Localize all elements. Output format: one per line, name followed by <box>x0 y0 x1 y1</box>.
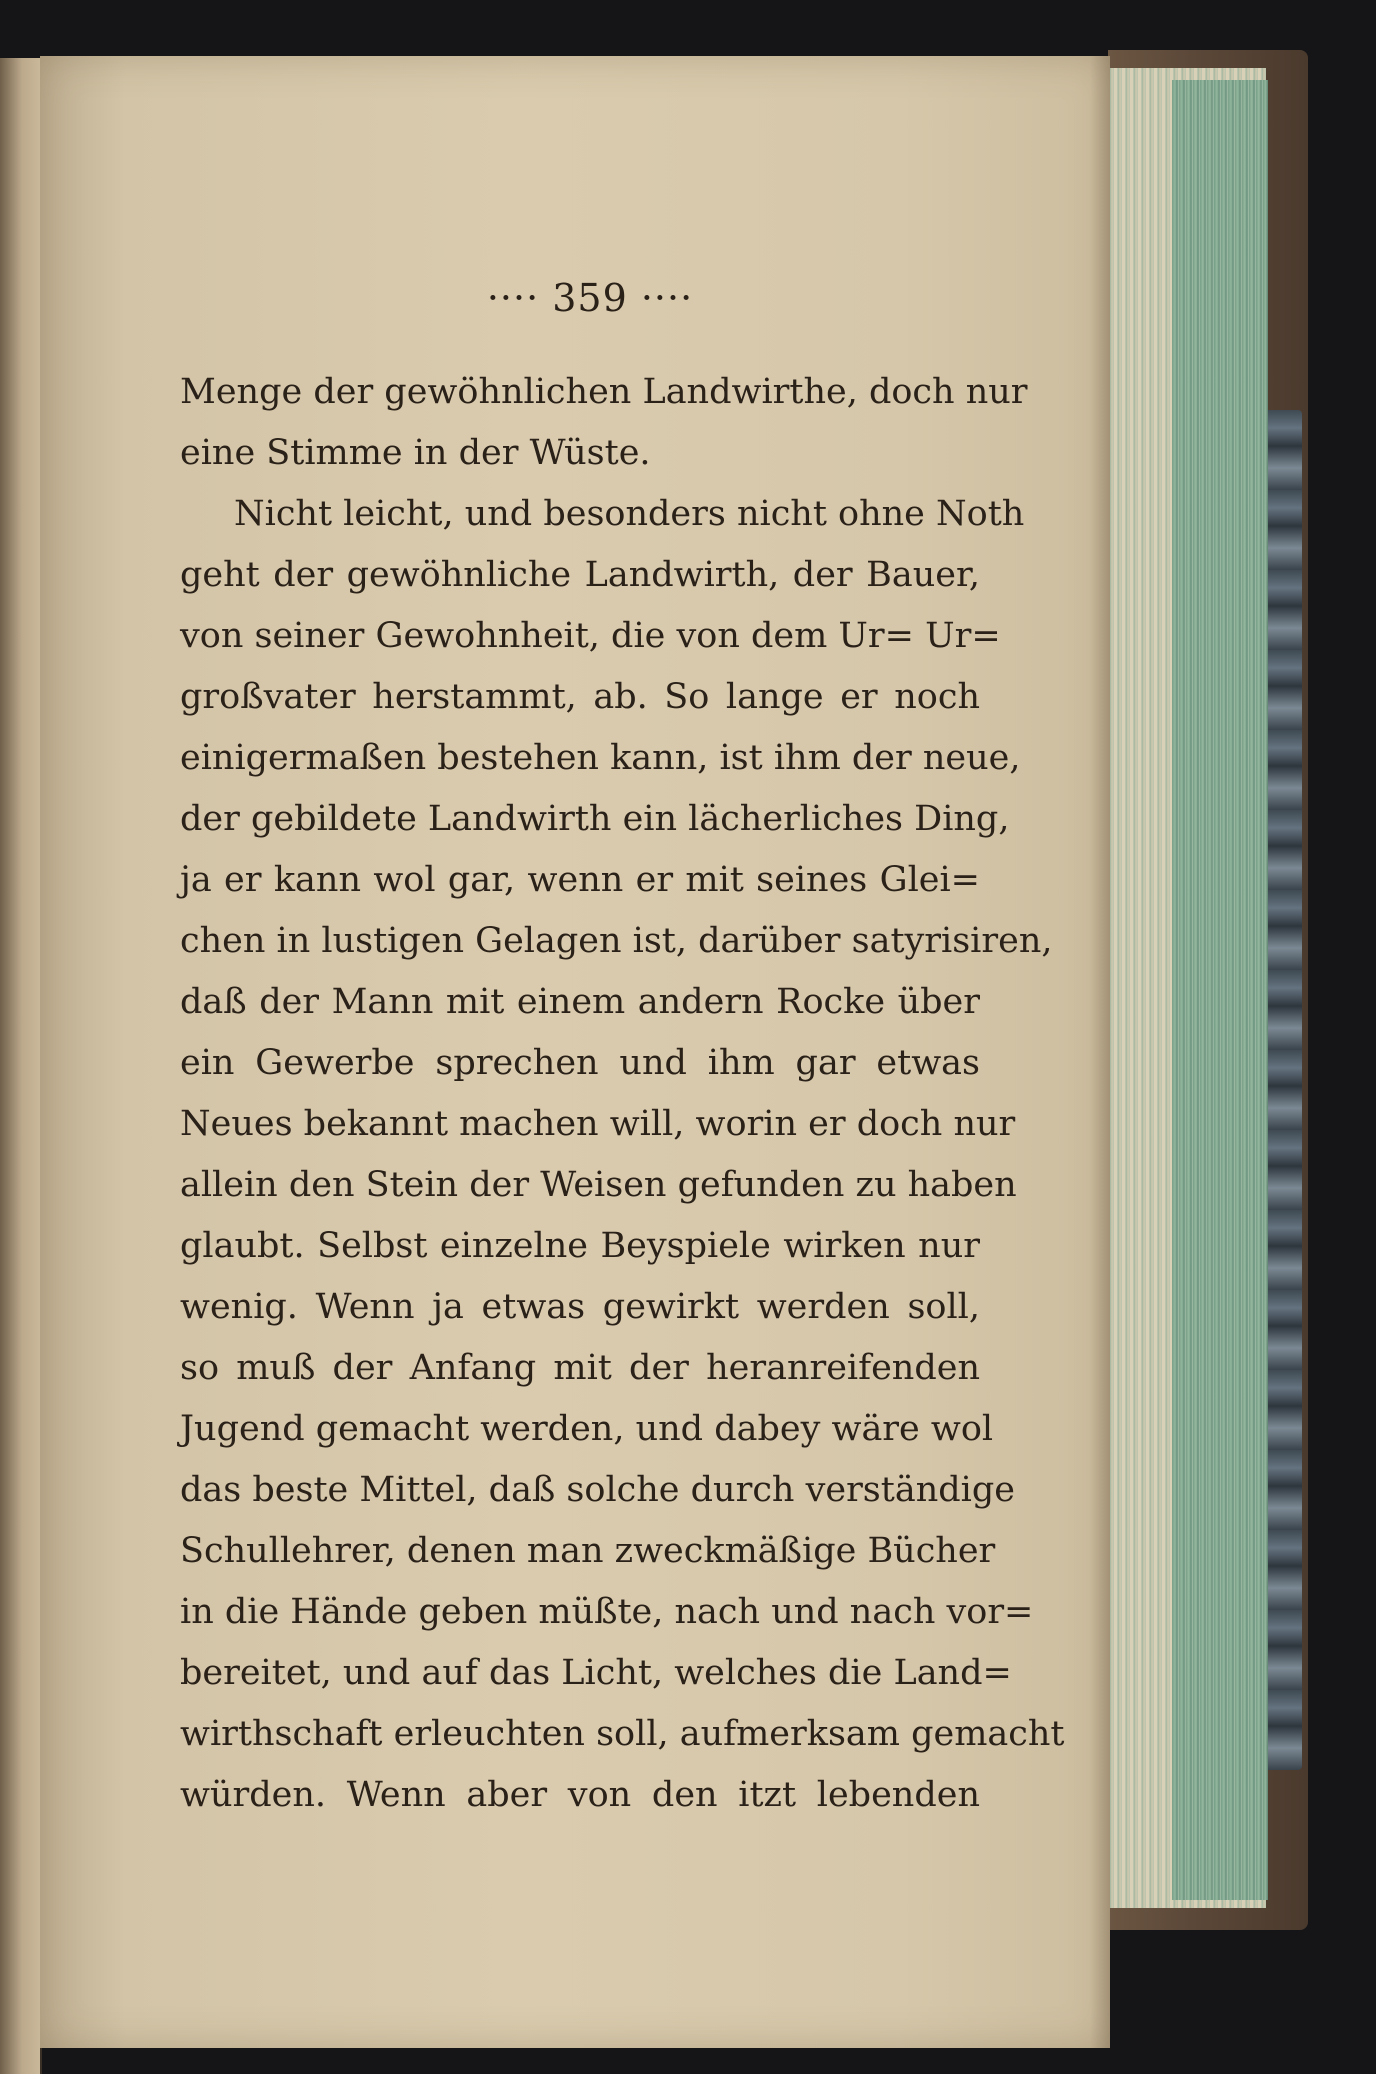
text-line: einigermaßen bestehen kann, ist ihm der neue, <box>180 738 1021 778</box>
text-line: daß der Mann mit einem andern Rocke über <box>180 982 980 1022</box>
book-page <box>40 56 1110 2048</box>
text-line: eine Stimme in der Wüste. <box>180 433 651 473</box>
text-line: chen in lustigen Gelagen ist, darüber satyrisiren, <box>180 921 1053 961</box>
green-page-edges <box>1172 80 1268 1900</box>
body-text <box>180 362 1065 1826</box>
text-line: allein den Stein der Weisen gefunden zu haben <box>180 1165 1017 1205</box>
text-line: so muß der Anfang mit der heranreifenden <box>180 1348 980 1388</box>
text-line: geht der gewöhnliche Landwirth, der Bauer, <box>180 555 980 595</box>
text-line: glaubt. Selbst einzelne Beyspiele wirken nur <box>180 1226 980 1266</box>
text-line: wenig. Wenn ja etwas gewirkt werden soll, <box>180 1287 980 1327</box>
text-line: Nicht leicht, und besonders nicht ohne Noth <box>234 494 1025 534</box>
text-line: bereitet, und auf das Licht, welches die Land= <box>180 1653 1012 1693</box>
text-line: das beste Mittel, daß solche durch verständige <box>180 1470 1015 1510</box>
marbled-cover-edge <box>1268 410 1302 1770</box>
text-line: Menge der gewöhnlichen Landwirthe, doch nur <box>180 372 1028 412</box>
text-line: von seiner Gewohnheit, die von dem Ur= Ur= <box>180 616 1001 656</box>
page-number-header: ···· 359 ···· <box>486 276 694 320</box>
text-line: Neues bekannt machen will, worin er doch nur <box>180 1104 1016 1144</box>
text-line: würden. Wenn aber von den itzt lebenden <box>180 1775 980 1815</box>
text-line: großvater herstammt, ab. So lange er noch <box>180 677 980 717</box>
text-line: Schullehrer, denen man zweckmäßige Bücher <box>180 1531 996 1571</box>
left-page-edge <box>0 58 42 2074</box>
text-line: ein Gewerbe sprechen und ihm gar etwas <box>180 1043 980 1083</box>
text-line: ja er kann wol gar, wenn er mit seines Glei= <box>180 860 980 900</box>
text-line: der gebildete Landwirth ein lächerliches Ding, <box>180 799 1010 839</box>
text-line: wirthschaft erleuchten soll, aufmerksam gemacht <box>180 1714 1065 1754</box>
text-line: Jugend gemacht werden, und dabey wäre wol <box>180 1409 994 1449</box>
text-line: in die Hände geben müßte, nach und nach vor= <box>180 1592 1034 1632</box>
